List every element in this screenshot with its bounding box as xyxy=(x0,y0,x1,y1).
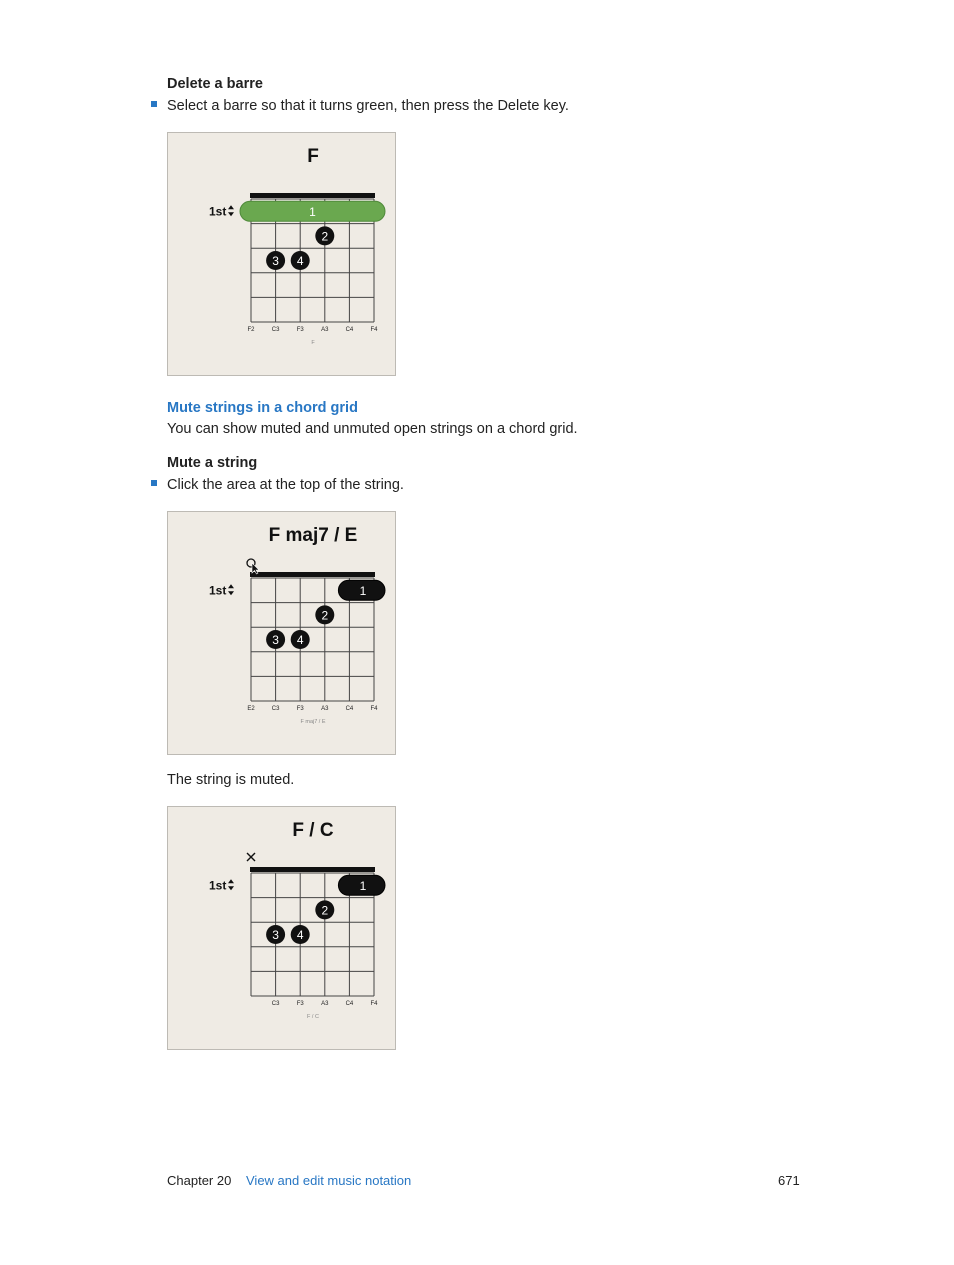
barre-finger-label: 1 xyxy=(359,878,367,893)
result-text: The string is muted. xyxy=(167,772,295,788)
finger-number: 4 xyxy=(296,633,304,647)
chord-name-footer: F / C xyxy=(307,1014,319,1020)
instruction-delete-barre: Select a barre so that it turns green, then press the Delete key. xyxy=(167,98,569,114)
chord-name-footer: F maj7 / E xyxy=(300,719,326,725)
heading-mute-string: Mute a string xyxy=(167,455,258,471)
string-note-label: C4 xyxy=(345,1001,354,1007)
string-note-label: C4 xyxy=(345,706,354,712)
arrow-down-icon xyxy=(228,591,234,595)
page-number: 671 xyxy=(778,1173,800,1188)
instruction-mute-string: Click the area at the top of the string. xyxy=(167,477,404,493)
string-note-label: E2 xyxy=(247,706,255,712)
string-note-label: C3 xyxy=(271,1001,280,1007)
position-label: 1st xyxy=(209,878,227,893)
barre-finger-label: 1 xyxy=(359,583,367,598)
string-note-label: F3 xyxy=(296,1001,304,1007)
position-label: 1st xyxy=(209,204,227,219)
string-note-label: F4 xyxy=(370,706,378,712)
chord-title: F maj7 / E xyxy=(268,525,358,546)
chord-diagram-f xyxy=(167,132,396,376)
string-note-label: C3 xyxy=(271,706,280,712)
string-note-label: A3 xyxy=(321,1001,329,1007)
string-note-label: F2 xyxy=(247,327,255,333)
chord-grid-svg xyxy=(168,807,397,1051)
nut xyxy=(250,867,375,872)
chord-name-footer: F xyxy=(311,340,315,346)
footer-chapter-link[interactable]: View and edit music notation xyxy=(246,1173,412,1188)
string-note-label: F3 xyxy=(296,327,304,333)
finger-number: 3 xyxy=(272,254,279,268)
string-note-label: A3 xyxy=(321,327,329,333)
bullet-marker xyxy=(151,101,157,107)
chord-title: F xyxy=(307,146,319,167)
arrow-down-icon xyxy=(228,886,234,890)
finger-number: 4 xyxy=(296,254,304,268)
arrow-up-icon xyxy=(228,584,234,588)
finger-number: 4 xyxy=(296,928,304,942)
finger-number: 2 xyxy=(321,608,329,623)
arrow-down-icon xyxy=(228,212,234,216)
chord-grid-svg xyxy=(168,512,397,756)
chord-diagram-f-c xyxy=(167,806,396,1050)
body-mute-strings: You can show muted and unmuted open strings on a chord grid. xyxy=(167,421,578,437)
chord-title: F / C xyxy=(292,820,334,841)
footer-chapter: Chapter 20 xyxy=(167,1173,232,1188)
finger-number: 3 xyxy=(272,633,279,647)
nut xyxy=(250,193,375,198)
finger-number: 3 xyxy=(272,928,279,942)
chord-diagram-fmaj7-e xyxy=(167,511,396,755)
string-note-label: C4 xyxy=(345,327,354,333)
barre-finger-label: 1 xyxy=(309,204,316,219)
arrow-up-icon xyxy=(228,205,234,209)
string-note-label: F3 xyxy=(296,706,304,712)
arrow-up-icon xyxy=(228,879,234,883)
bullet-marker xyxy=(151,480,157,486)
heading-delete-barre: Delete a barre xyxy=(167,76,263,92)
string-note-label: A3 xyxy=(321,706,329,712)
string-note-label: C3 xyxy=(271,327,280,333)
string-note-label: F4 xyxy=(370,327,378,333)
chord-grid-svg xyxy=(168,133,397,377)
string-note-label: F4 xyxy=(370,1001,378,1007)
finger-number: 2 xyxy=(321,229,329,244)
heading-mute-strings: Mute strings in a chord grid xyxy=(167,400,358,416)
finger-number: 2 xyxy=(321,903,329,918)
nut xyxy=(250,572,375,577)
position-label: 1st xyxy=(209,583,227,598)
